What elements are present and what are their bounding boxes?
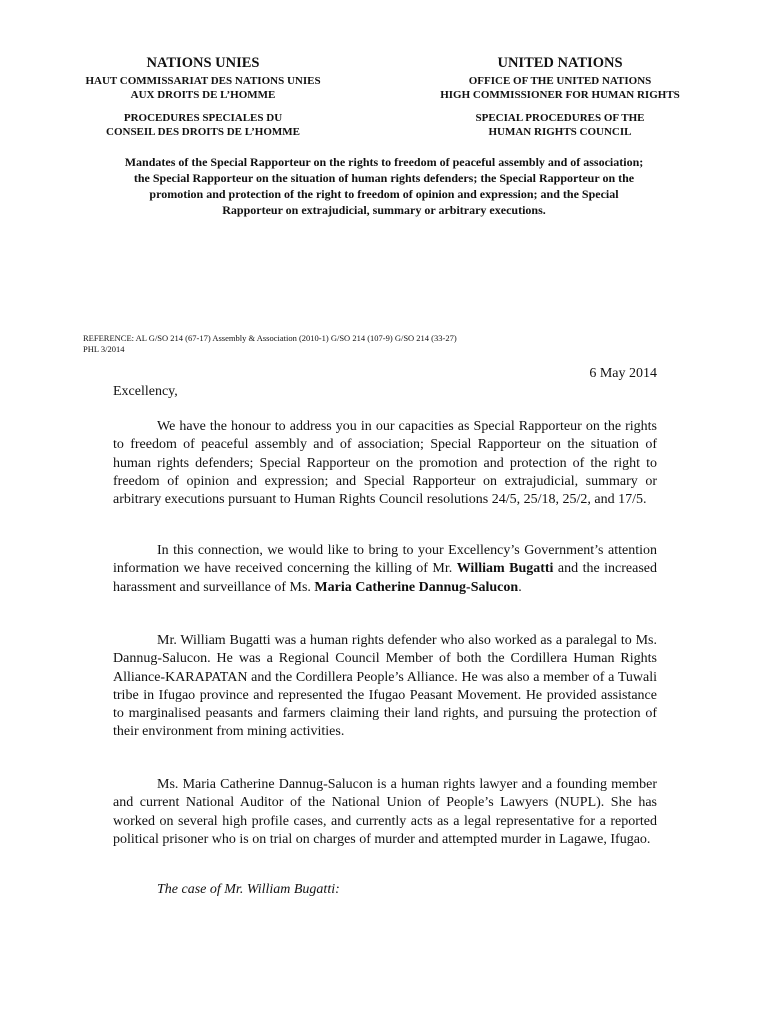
header-right-line4: HUMAN RIGHTS COUNCIL <box>488 125 632 138</box>
header-left-french <box>43 54 363 139</box>
reference-line: REFERENCE: AL G/SO 214 (67-17) Assembly & Association (2010-1) G/SO 214 (107-9) G/SO 214 (33-27) <box>83 333 457 343</box>
mandates-line: Rapporteur on extrajudicial, summary or arbitrary executions. <box>222 203 546 217</box>
name-william-bugatti: William Bugatti <box>456 561 554 577</box>
header-left-line1: HAUT COMMISSARIAT DES NATIONS UNIES <box>85 75 321 87</box>
paragraph-text: Mr. William Bugatti was a human rights defender who also worked as a paralegal to Ms. Dannug-Salucon. He was a Regional Council Member of both the Cordillera Human Rights Alliance-KARAPATAN and the Cordillera People’s Alliance. He was also a member of a Tuwali tribe in Ifugao province and represented the Ifugao Peasant Movement. He provided assistance to marginalised peasants and farmers claiming their land rights, and pursuing the protection of their environment from mining activities. <box>113 633 657 740</box>
paragraph-text: Ms. Maria Catherine Dannug-Salucon is a human rights lawyer and a founding member and current National Auditor of the National Union of People’s Lawyers (NUPL). She has worked on several high profile cases, and currently acts as a legal representative for a reported political prisoner who is on trial on charges of murder and attempted murder in Lagawe, Ifugao. <box>113 777 657 847</box>
paragraph-bugatti-background <box>113 632 657 742</box>
mandates-line: promotion and protection of the right to freedom of opinion and expression; and the Special <box>149 187 619 201</box>
reference-block <box>83 333 683 354</box>
paragraph-connection: In this connection, we would like to bring to your Excellency’s Government’s attention information we have received concerning the killing of Mr. William Bugatti and the increased harassment and surveillance of Ms. Maria Catherine Dannug-Salucon. <box>113 543 657 595</box>
section-heading: The case of Mr. William Bugatti: <box>157 882 340 897</box>
paragraph-text: We have the honour to address you in our capacities as Special Rapporteur on the rights to freedom of peaceful assembly and of association; Special Rapporteur on the situation of human rights defenders; Special Rapporteur on the promotion and protection of the right to freedom of opinion and expression; and Special Rapporteur on extrajudicial, summary or arbitrary executions pursuant to Human Rights Council resolutions 24/5, 25/18, 25/2, and 17/5. <box>113 419 657 508</box>
paragraph-text: and the increased harassment and surveillance of Ms. <box>113 561 657 595</box>
header-left-line4: CONSEIL DES DROITS DE L’HOMME <box>106 125 300 138</box>
header-right-title: UNITED NATIONS <box>497 55 623 71</box>
reference-code: PHL 3/2014 <box>83 343 125 354</box>
name-maria-catherine: Maria Catherine Dannug-Salucon <box>314 579 519 595</box>
mandates-line: Mandates of the Special Rapporteur on the rights to freedom of peaceful assembly and of association; <box>124 155 644 169</box>
mandates-statement <box>110 154 658 218</box>
paragraph-mandate-capacities <box>113 418 657 509</box>
header-right-line1: OFFICE OF THE UNITED NATIONS <box>468 75 652 87</box>
paragraph-salucon-background <box>113 776 657 849</box>
header-left-title: NATIONS UNIES <box>146 55 260 71</box>
header-right-line3: SPECIAL PROCEDURES OF THE <box>475 112 645 124</box>
mandates-line: the Special Rapporteur on the situation of human rights defenders; the Special Rapporteur on the <box>133 171 635 185</box>
salutation: Excellency, <box>113 384 178 399</box>
letter-date: 6 May 2014 <box>589 366 657 381</box>
header-right-line2: HIGH COMMISSIONER FOR HUMAN RIGHTS <box>440 88 680 101</box>
header-right-english <box>400 54 720 139</box>
paragraph-text: In this connection, we would like to bring to your Excellency’s Government’s attention information we have received concerning the killing of Mr. <box>113 543 657 577</box>
header-left-line2: AUX DROITS DE L’HOMME <box>130 88 276 101</box>
header-left-line3: PROCEDURES SPECIALES DU <box>123 112 283 124</box>
